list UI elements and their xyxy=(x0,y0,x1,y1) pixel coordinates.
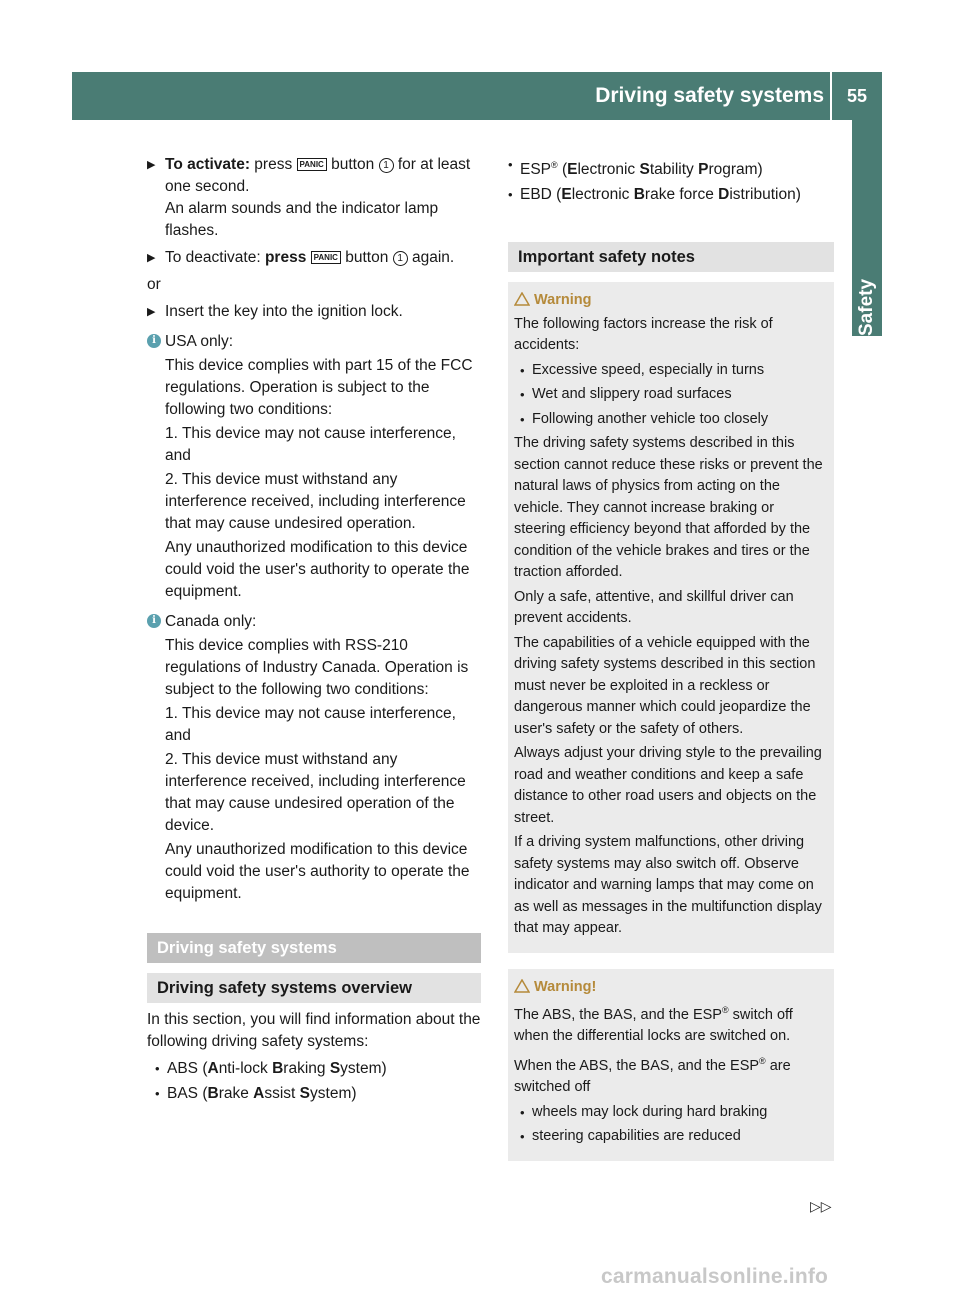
acronym-rest: rake force xyxy=(644,186,719,204)
header-title: Driving safety systems xyxy=(595,84,824,107)
list-item: • BAS (Brake Assist System) xyxy=(155,1085,357,1102)
bullet-text: wheels may lock during hard braking xyxy=(532,1103,768,1120)
acronym-letter: S xyxy=(639,161,650,179)
step-text: for at least one second. xyxy=(165,156,471,195)
warning-text: If a driving system malfunctions, other driving safety systems may also switch off. Observe indicator and warning lamps that may come on as well as messages in the multifunction display that may appear. xyxy=(514,834,822,937)
info-icon: i xyxy=(147,614,161,628)
text-part: When the ABS, the BAS, and the ESP xyxy=(514,1057,760,1074)
callout-number: 1 xyxy=(393,251,408,266)
warning-text xyxy=(514,1000,828,1048)
step-text: To deactivate: xyxy=(165,249,265,266)
text-part: are switched off xyxy=(514,1057,791,1096)
warning-title: Warning! xyxy=(534,978,597,995)
intro-text: In this section, you will find information about the following driving safety systems: xyxy=(147,1011,481,1050)
step-result: An alarm sounds and the indicator lamp flashes. xyxy=(165,200,439,239)
text-part: switch off when the differential locks are switched on. xyxy=(514,1006,793,1045)
abbr: BAS xyxy=(167,1085,199,1102)
acronym-letter: B xyxy=(272,1060,284,1077)
acronym-letter: E xyxy=(561,186,572,204)
list-item: • steering capabilities are reduced xyxy=(520,1128,741,1145)
list-item: • EBD (Electronic Brake force Distribution) xyxy=(508,186,801,204)
text-part: The ABS, the BAS, and the ESP xyxy=(514,1006,722,1023)
acronym-rest: rake xyxy=(218,1085,254,1102)
acronym-rest: ystem xyxy=(340,1060,382,1077)
page-number: 55 xyxy=(846,86,868,106)
info-text: This device complies with part 15 of the FCC regulations. Operation is subject to the following two conditions: xyxy=(165,357,473,418)
info-text: 2. This device must withstand any interference received, including interference that may cause undesired operation of the device. xyxy=(165,751,466,834)
warning-triangle-icon xyxy=(514,979,530,993)
registered-mark: ® xyxy=(551,160,558,170)
registered-mark: ® xyxy=(759,1055,766,1066)
warning-triangle-icon xyxy=(514,292,530,306)
step-text: button xyxy=(326,156,379,173)
warning-box-2 xyxy=(508,969,834,1161)
info-text: Any unauthorized modification to this device could void the user's authority to operate the equipment. xyxy=(165,841,470,902)
warning-text: Always adjust your driving style to the prevailing road and weather conditions and keep a safe distance to other road users and objects on the street. xyxy=(514,745,822,826)
list-item: • ESP® (Electronic Stability Program) xyxy=(508,157,763,179)
info-text: This device complies with RSS-210 regulations of Industry Canada. Operation is subject to the following two conditions: xyxy=(165,637,469,698)
acronym-letter: B xyxy=(207,1085,219,1102)
abbr: ESP xyxy=(520,161,552,179)
acronym-letter: D xyxy=(718,186,730,204)
step-bold: press xyxy=(264,249,307,266)
acronym-rest: lectronic xyxy=(577,161,640,179)
step-arrow-icon: ▶ xyxy=(147,159,156,171)
warning-text: The capabilities of a vehicle equipped with the driving safety systems described in this section must never be exploited in a reckless or dangerous manner which could jeopardize the user's safety or the safety of others. xyxy=(514,634,816,737)
info-title: Canada only: xyxy=(165,613,257,630)
warning-text xyxy=(514,1051,828,1099)
section-heading: Driving safety systems xyxy=(147,933,481,963)
abbr: EBD xyxy=(520,186,552,204)
registered-mark: ® xyxy=(721,1005,729,1016)
acronym-rest: istribution xyxy=(729,186,796,204)
bullet-text: steering capabilities are reduced xyxy=(532,1128,741,1145)
acronym-rest: tability xyxy=(649,161,699,179)
panic-key-icon: PANIC xyxy=(311,251,341,264)
info-text: Any unauthorized modification to this device could void the user's authority to operate the equipment. xyxy=(165,539,470,600)
step-text: button xyxy=(340,249,393,266)
acronym-rest: ystem xyxy=(310,1085,352,1102)
step-lead: To activate: xyxy=(165,156,250,173)
watermark: carmanualsonline.info xyxy=(601,1265,829,1288)
panic-key-icon: PANIC xyxy=(297,158,327,171)
warning-header xyxy=(514,977,828,999)
step-activate xyxy=(147,154,481,242)
warning-text: The driving safety systems described in this section cannot reduce these risks or prevent the natural laws of physics from acting on the vehicle. They cannot increase braking or steering efficiency beyond that afforded by the condition of the vehicle brakes and tires or the traction afforded. xyxy=(514,435,823,581)
warning-header xyxy=(514,290,828,312)
info-canada xyxy=(147,611,481,905)
bullet-text: Wet and slippery road surfaces xyxy=(532,386,732,403)
list-item: • ABS (Anti-lock Braking System) xyxy=(155,1060,387,1077)
acronym-rest: lectronic xyxy=(571,186,634,204)
warning-title: Warning xyxy=(534,292,592,309)
info-text: 2. This device must withstand any interference received, including interference that may cause undesired operation. xyxy=(165,471,466,532)
list-item: • Excessive speed, especially in turns xyxy=(520,361,765,378)
info-icon: i xyxy=(147,334,161,348)
acronym-rest: raking xyxy=(283,1060,330,1077)
warning-text: The following factors increase the risk of accidents: xyxy=(514,315,773,354)
right-column xyxy=(508,154,834,1161)
or-text: or xyxy=(147,276,161,293)
info-text: 1. This device may not cause interference, and xyxy=(165,705,456,744)
acronym-letter: S xyxy=(329,1060,341,1077)
step-text: press xyxy=(250,156,297,173)
acronym-letter: P xyxy=(698,161,709,179)
acronym-letter: A xyxy=(253,1085,265,1102)
list-item: • Following another vehicle too closely xyxy=(520,410,769,427)
bullet-text: Excessive speed, especially in turns xyxy=(532,361,765,378)
info-text: 1. This device may not cause interference, and xyxy=(165,425,456,464)
step-insert-key xyxy=(147,301,481,323)
step-text: Insert the key into the ignition lock. xyxy=(165,303,403,320)
acronym-letter: S xyxy=(299,1085,311,1102)
callout-number: 1 xyxy=(379,158,394,173)
list-item: • Wet and slippery road surfaces xyxy=(520,386,732,403)
page-header xyxy=(72,72,882,120)
step-text: again. xyxy=(407,249,455,266)
acronym-rest: rogram xyxy=(708,161,758,179)
abbr: ABS xyxy=(167,1060,199,1077)
list-item: • wheels may lock during hard braking xyxy=(520,1103,768,1120)
info-usa xyxy=(147,331,481,603)
left-column xyxy=(147,154,481,1108)
step-deactivate xyxy=(147,247,481,269)
warning-text: Only a safe, attentive, and skillful driver can prevent accidents. xyxy=(514,588,794,627)
step-arrow-icon: ▶ xyxy=(147,252,156,264)
info-title: USA only: xyxy=(165,333,234,350)
side-tab-label: Safety xyxy=(856,278,877,336)
continue-marker-icon: ▷▷ xyxy=(810,1198,832,1214)
acronym-rest: ssist xyxy=(264,1085,300,1102)
acronym-letter: E xyxy=(567,161,578,179)
bullet-text: Following another vehicle too closely xyxy=(532,410,769,427)
acronym-letter: B xyxy=(633,186,645,204)
warning-box xyxy=(508,282,834,953)
step-arrow-icon: ▶ xyxy=(147,306,156,318)
subsection-heading: Driving safety systems overview xyxy=(147,973,481,1003)
acronym-letter: A xyxy=(207,1060,219,1077)
acronym-rest: nti-lock xyxy=(218,1060,273,1077)
notes-heading: Important safety notes xyxy=(508,242,834,272)
